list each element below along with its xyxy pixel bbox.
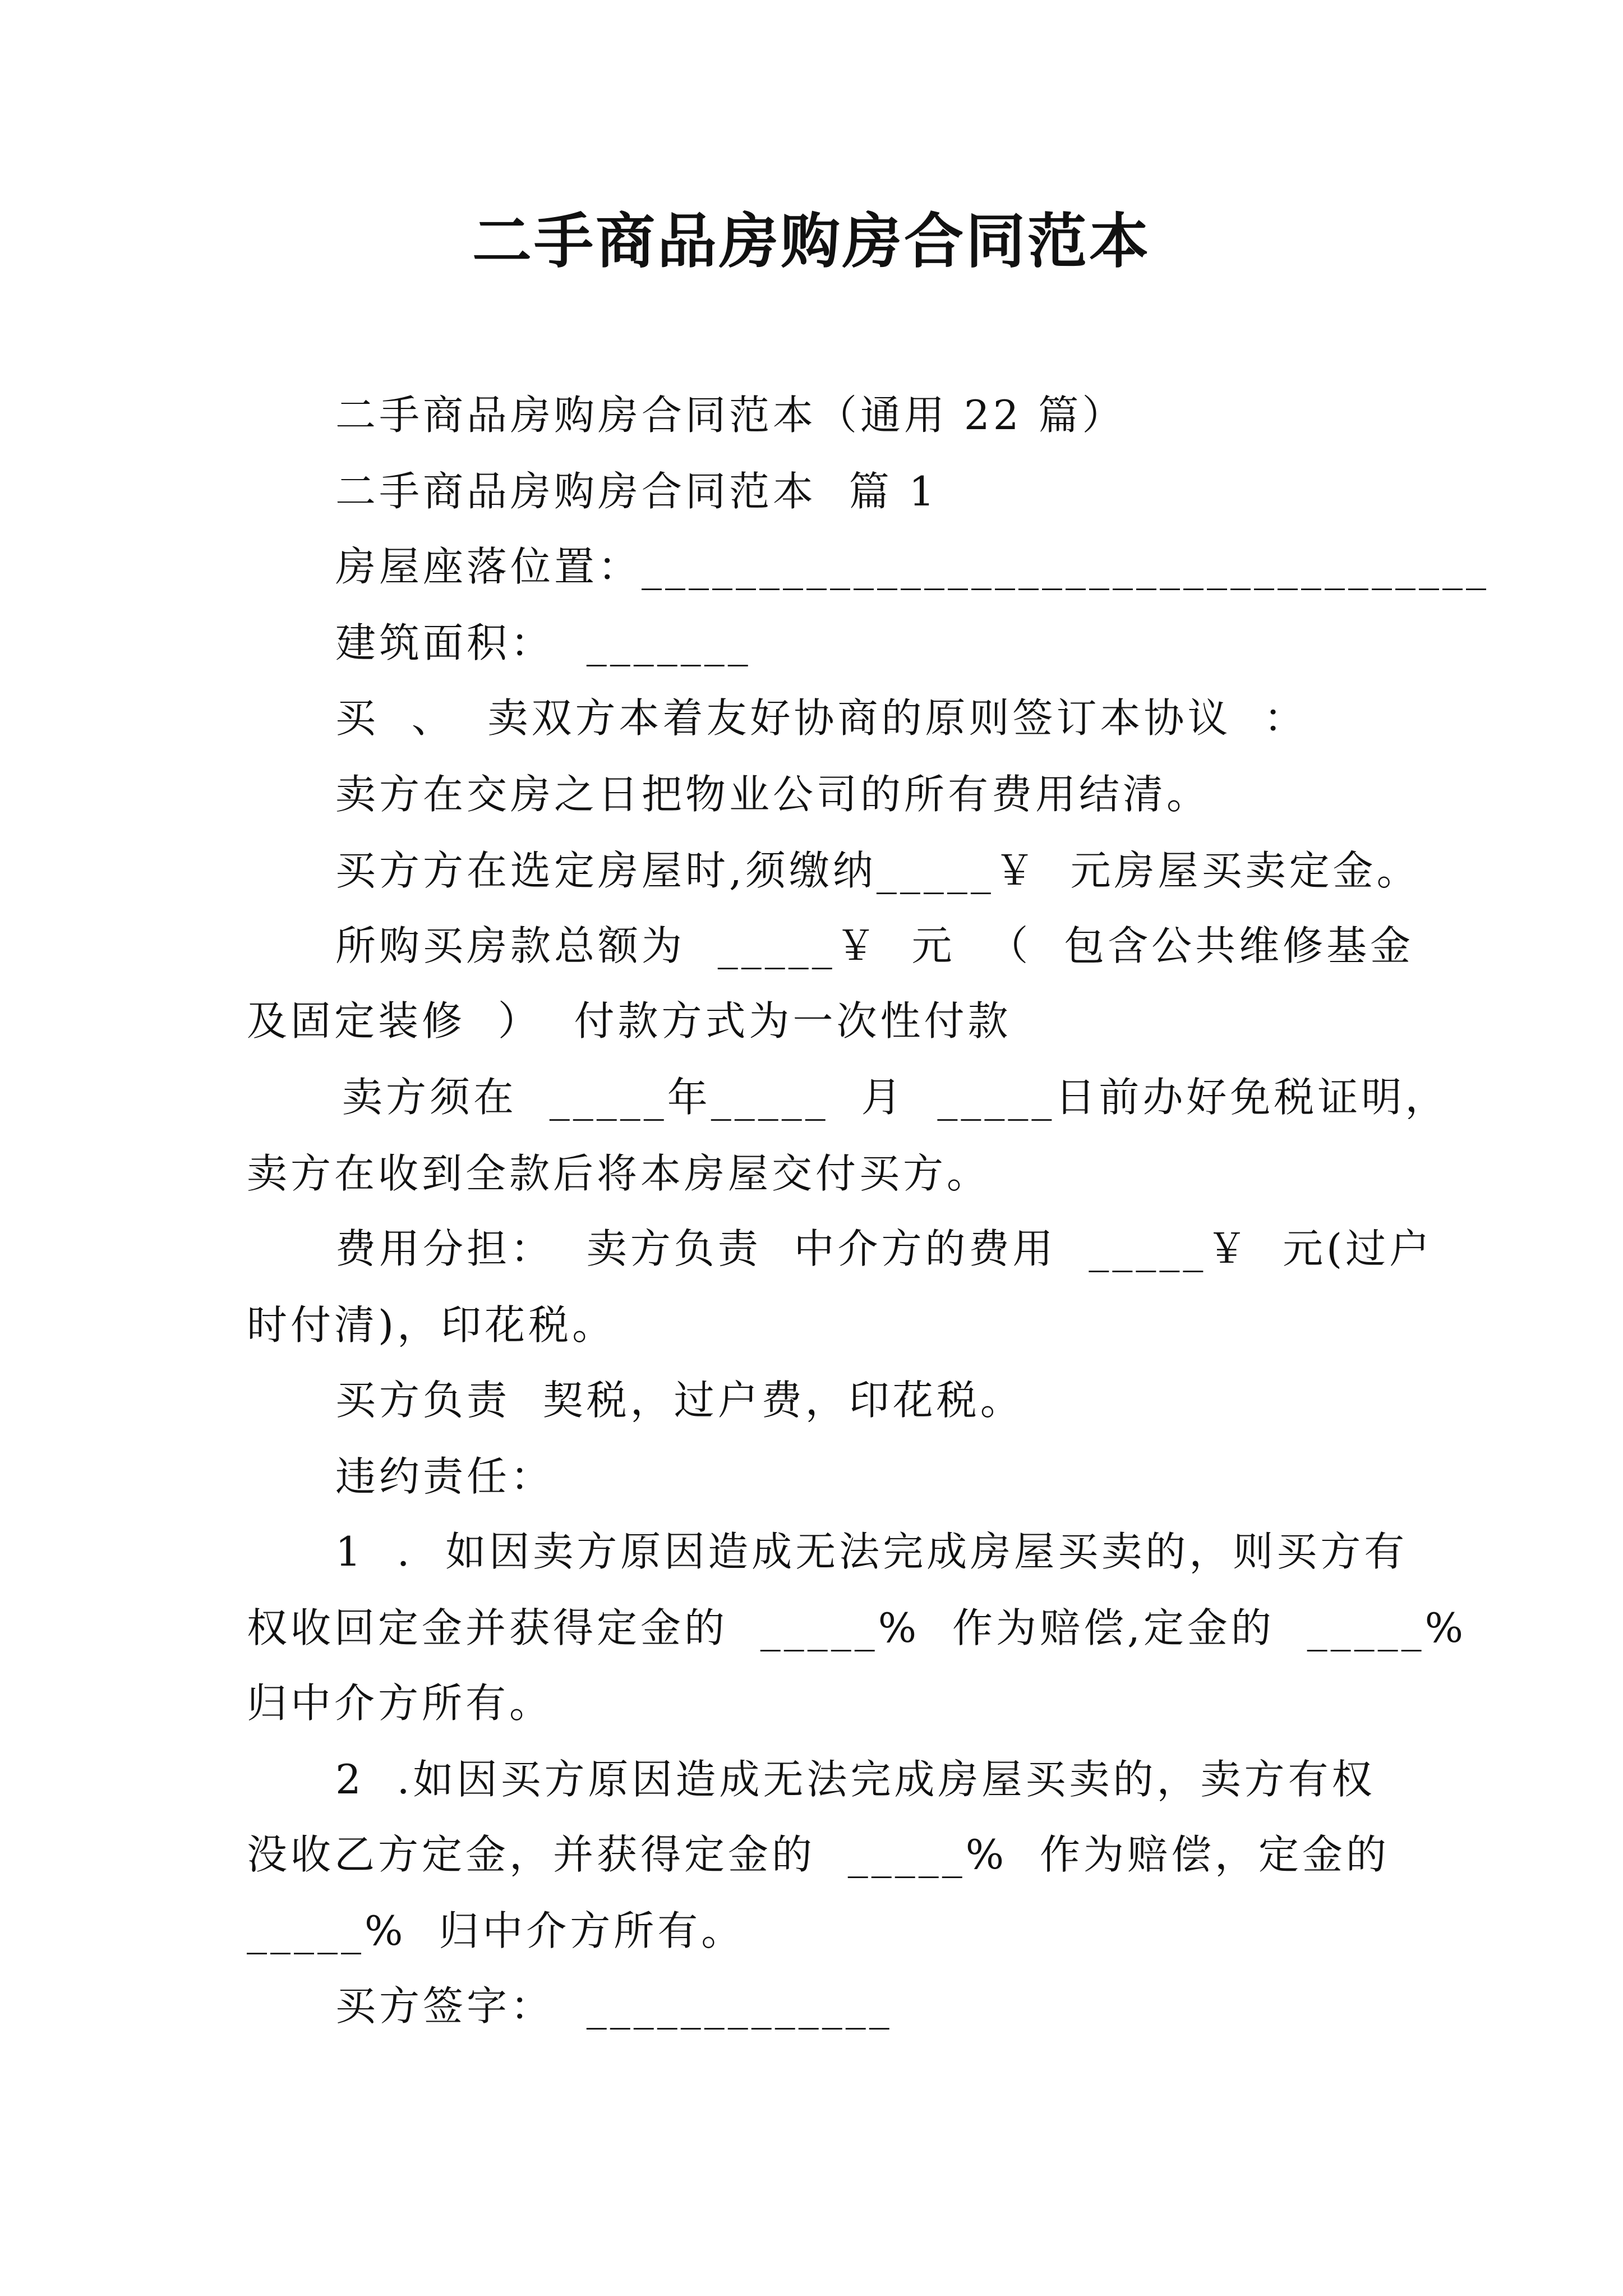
- document-title: 二手商品房购房合同范本: [472, 206, 1151, 276]
- paragraph-split-1: 费用分担： 卖方负责 中介方的费用 _____￥ 元(过户: [335, 1225, 1433, 1272]
- paragraph-tax-1: 卖方须在 _____年_____ 月 _____日前办好免税证明，: [342, 1074, 1449, 1121]
- clause-1-line-2: 权收回定金并获得定金的 _____% 作为赔偿,定金的 _____%: [247, 1604, 1467, 1651]
- paragraph-location: 房屋座落位置：____________________________________: [335, 543, 1490, 590]
- paragraph-agreement: 买 、 卖双方本着友好协商的原则签订本协议 ：: [335, 694, 1308, 742]
- section-heading: 二手商品房购房合同范本 篇 1: [335, 468, 938, 515]
- paragraph-liability: 违约责任：: [335, 1453, 555, 1500]
- paragraph-buyer-fees: 买方负责 契税，过户费，印花税。: [335, 1377, 1024, 1424]
- paragraph-total-2: 及固定装修 ） 付款方式为一次性付款: [247, 997, 1012, 1045]
- paragraph-deposit: 买方方在选定房屋时,须缴纳_____￥ 元房屋买卖定金。: [335, 847, 1421, 894]
- clause-2-line-2: 没收乙方定金，并获得定金的 _____% 作为赔偿，定金的: [247, 1831, 1390, 1878]
- subtitle: 二手商品房购房合同范本（通用 22 篇）: [335, 392, 1126, 439]
- paragraph-total-1: 所购买房款总额为 _____￥ 元 （ 包含公共维修基金: [335, 922, 1414, 969]
- paragraph-fees: 卖方在交房之日把物业公司的所有费用结清。: [335, 771, 1211, 818]
- clause-1-line-1: 1 . 如因卖方原因造成无法完成房屋买卖的，则买方有: [335, 1528, 1408, 1575]
- clause-2-line-3: _____% 归中介方所有。: [247, 1907, 745, 1954]
- clause-1-line-3: 归中介方所有。: [247, 1680, 554, 1727]
- buyer-signature-line: 买方签字： _____________: [335, 1982, 893, 2030]
- paragraph-split-2: 时付清)，印花税。: [247, 1301, 616, 1349]
- paragraph-area: 建筑面积： _______: [335, 619, 751, 666]
- paragraph-tax-2: 卖方在收到全款后将本房屋交付买方。: [247, 1150, 991, 1197]
- clause-2-line-1: 2 .如因买方原因造成无法完成房屋买卖的，卖方有权: [335, 1756, 1376, 1803]
